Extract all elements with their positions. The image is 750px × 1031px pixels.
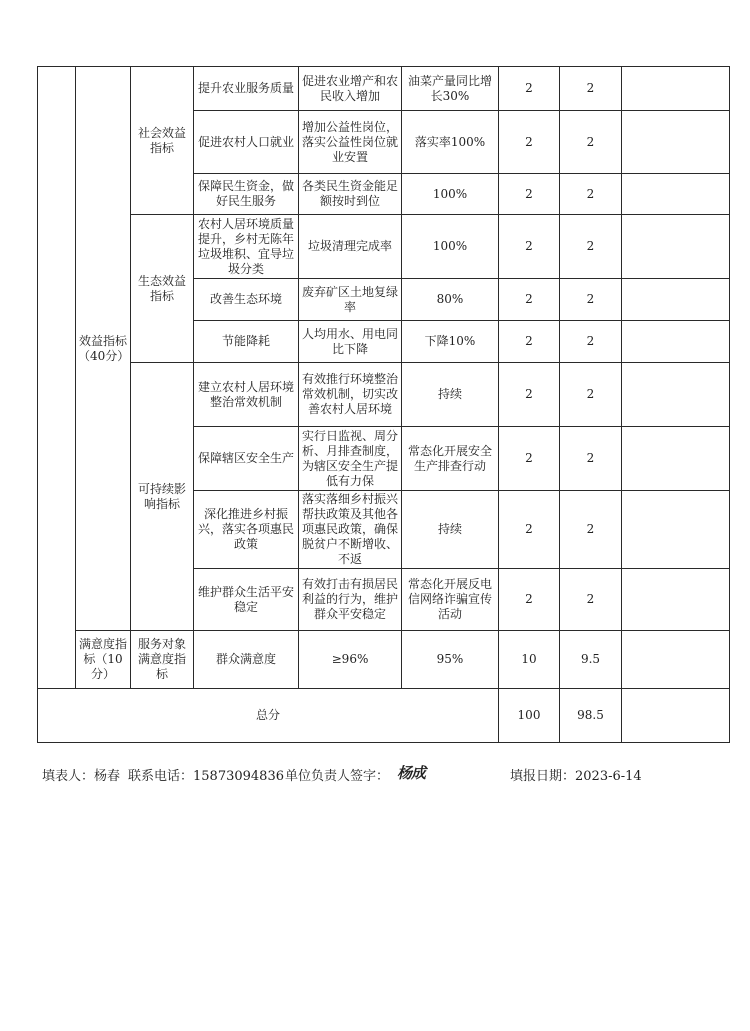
score-cell: 2 <box>560 174 622 215</box>
weight-cell: 2 <box>499 279 560 321</box>
note-cell <box>622 215 730 279</box>
task-cell: 维护群众生活平安稳定 <box>194 569 299 631</box>
total-weight: 100 <box>499 689 560 743</box>
note-cell <box>622 689 730 743</box>
score-cell: 2 <box>560 569 622 631</box>
blank-cell <box>38 67 76 689</box>
task-cell: 提升农业服务质量 <box>194 67 299 111</box>
target-cell: 95% <box>402 631 499 689</box>
task-cell: 群众满意度 <box>194 631 299 689</box>
target-cell: 100% <box>402 215 499 279</box>
note-cell <box>622 279 730 321</box>
note-cell <box>622 321 730 363</box>
note-cell <box>622 111 730 174</box>
target-cell: 落实率100% <box>402 111 499 174</box>
group-satisfaction-category: 满意度指标（10分） <box>76 631 131 689</box>
table-row <box>38 363 730 427</box>
target-cell: 持续 <box>402 491 499 569</box>
score-cell: 9.5 <box>560 631 622 689</box>
score-cell: 2 <box>560 279 622 321</box>
task-cell: 改善生态环境 <box>194 279 299 321</box>
note-cell <box>622 174 730 215</box>
report-date: 填报日期：2023-6-14 <box>510 769 642 784</box>
table-row <box>38 67 730 111</box>
task-cell: 深化推进乡村振兴，落实各项惠民政策 <box>194 491 299 569</box>
content-cell: ≥96% <box>299 631 402 689</box>
group-satisfaction: 服务对象满意度指标 <box>131 631 194 689</box>
weight-cell: 2 <box>499 67 560 111</box>
group-ecology: 生态效益指标 <box>131 215 194 363</box>
note-cell <box>622 427 730 491</box>
note-cell <box>622 631 730 689</box>
task-cell: 农村人居环境质量提升，乡村无陈年垃圾堆积、宜导垃圾分类 <box>194 215 299 279</box>
score-cell: 2 <box>560 427 622 491</box>
target-cell: 下降10% <box>402 321 499 363</box>
task-cell: 节能降耗 <box>194 321 299 363</box>
filler-name: 填表人：杨春 <box>42 769 121 784</box>
task-cell: 保障民生资金，做好民生服务 <box>194 174 299 215</box>
target-cell: 常态化开展安全生产排查行动 <box>402 427 499 491</box>
target-cell: 80% <box>402 279 499 321</box>
content-cell: 实行日监视、周分析、月排查制度，为辖区安全生产提低有力保 <box>299 427 402 491</box>
contact-phone: 联系电话：15873094836 <box>128 769 284 784</box>
weight-cell: 2 <box>499 363 560 427</box>
group-sustain: 可持续影响指标 <box>131 363 194 631</box>
weight-cell: 2 <box>499 215 560 279</box>
weight-cell: 2 <box>499 491 560 569</box>
content-cell: 有效打击有损居民利益的行为，维护群众平安稳定 <box>299 569 402 631</box>
form-footer <box>42 765 722 785</box>
score-cell: 2 <box>560 321 622 363</box>
category-cell: 效益指标（40分） <box>76 67 131 631</box>
task-cell: 建立农村人居环境整治常效机制 <box>194 363 299 427</box>
content-cell: 增加公益性岗位，落实公益性岗位就业安置 <box>299 111 402 174</box>
total-row <box>38 689 730 743</box>
score-cell: 2 <box>560 111 622 174</box>
content-cell: 废弃矿区土地复绿率 <box>299 279 402 321</box>
task-cell: 保障辖区安全生产 <box>194 427 299 491</box>
content-cell: 垃圾清理完成率 <box>299 215 402 279</box>
weight-cell: 2 <box>499 427 560 491</box>
target-cell: 常态化开展反电信网络诈骗宣传活动 <box>402 569 499 631</box>
weight-cell: 10 <box>499 631 560 689</box>
content-cell: 人均用水、用电同比下降 <box>299 321 402 363</box>
content-cell: 落实落细乡村振兴帮扶政策及其他各项惠民政策，确保脱贫户不断增收、不返 <box>299 491 402 569</box>
task-cell: 促进农村人口就业 <box>194 111 299 174</box>
total-score: 98.5 <box>560 689 622 743</box>
weight-cell: 2 <box>499 569 560 631</box>
content-cell: 各类民生资金能足额按时到位 <box>299 174 402 215</box>
score-cell: 2 <box>560 67 622 111</box>
signature: 杨成 <box>397 764 426 782</box>
total-label: 总分 <box>38 689 499 743</box>
note-cell <box>622 67 730 111</box>
table-row <box>38 215 730 279</box>
group-social: 社会效益指标 <box>131 67 194 215</box>
weight-cell: 2 <box>499 321 560 363</box>
note-cell <box>622 491 730 569</box>
note-cell <box>622 569 730 631</box>
content-cell: 有效推行环境整治常效机制，切实改善农村人居环境 <box>299 363 402 427</box>
score-cell: 2 <box>560 491 622 569</box>
weight-cell: 2 <box>499 111 560 174</box>
performance-table <box>37 66 730 743</box>
table-row <box>38 631 730 689</box>
weight-cell: 2 <box>499 174 560 215</box>
leader-signature-label: 单位负责人签字： <box>285 769 390 784</box>
score-cell: 2 <box>560 363 622 427</box>
target-cell: 油菜产量同比增长30% <box>402 67 499 111</box>
score-cell: 2 <box>560 215 622 279</box>
note-cell <box>622 363 730 427</box>
target-cell: 100% <box>402 174 499 215</box>
target-cell: 持续 <box>402 363 499 427</box>
content-cell: 促进农业增产和农民收入增加 <box>299 67 402 111</box>
